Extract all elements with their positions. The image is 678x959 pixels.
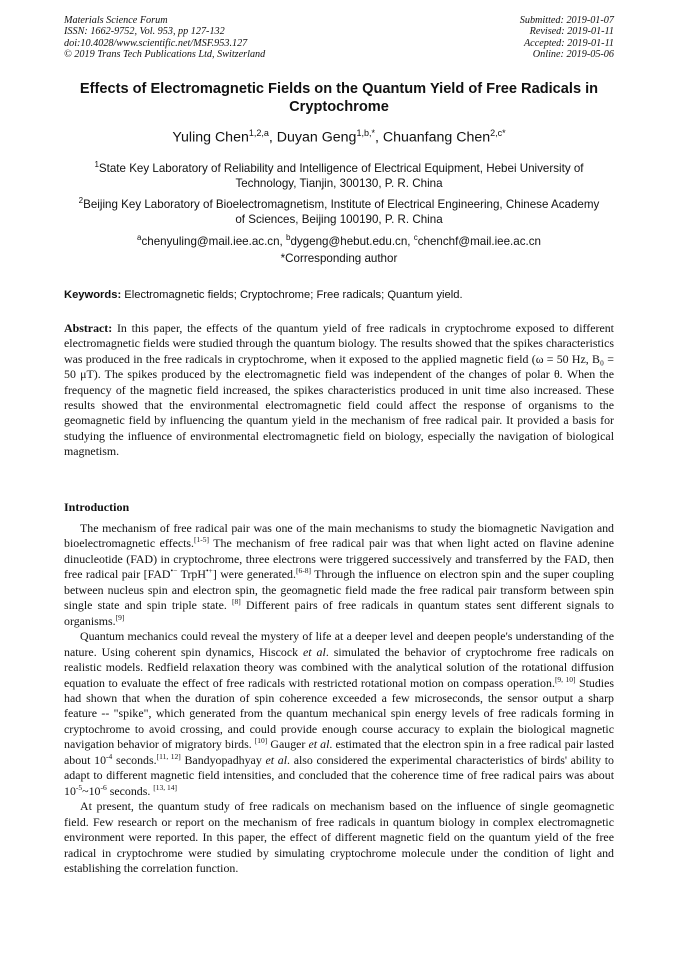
affiliation-2 bbox=[74, 193, 604, 228]
citation-superscript: [11, 12] bbox=[156, 751, 181, 761]
affiliation-marker: 2 bbox=[78, 196, 84, 205]
citation-superscript: -6 bbox=[100, 782, 107, 792]
citation-superscript: [9] bbox=[115, 612, 125, 622]
paragraph bbox=[64, 629, 614, 799]
citation-superscript: -4 bbox=[106, 751, 113, 761]
email-line bbox=[74, 230, 604, 249]
author-name: Duyan Geng bbox=[276, 129, 357, 146]
affiliation-text: Beijing Key Laboratory of Bioelectromagnetism, Institute of Electrical Engineering, Chinese Academy of Sciences, Beijing 100190, P. R. China bbox=[83, 197, 600, 227]
revised-date: Revised: 2019-01-11 bbox=[529, 26, 614, 38]
doi-line: doi:10.4028/www.scientific.net/MSF.953.127 bbox=[64, 37, 248, 49]
keywords-label: Keywords: bbox=[64, 289, 122, 301]
text-run: Different pairs of free radicals in quantum states sent different signals to organisms. bbox=[64, 598, 614, 628]
citation-superscript: •+ bbox=[205, 566, 213, 576]
text-run: The mechanism of free radical pair was that when light acted on flavine adenine dinucleotide (FAD) in cryptochrome, three electrons were triggered successively and transferred by the FAD, then free radical pair [FAD bbox=[64, 536, 614, 582]
text-run: Through the influence on electron spin and the super coupling between nucleus spin and electron spin, the geomagnetic field made the free radical pair transform between spin single state and spin triple state. bbox=[64, 567, 614, 613]
abstract bbox=[64, 321, 614, 460]
introduction-heading: Introduction bbox=[64, 500, 130, 514]
journal-name: Materials Science Forum bbox=[64, 15, 168, 26]
text-run: . estimated that the electron spin in a free radical pair lasted about 10 bbox=[64, 737, 614, 767]
text-run: At present, the quantum study of free radicals on mechanism based on the influence of single geomagnetic field. Few research or report on the mechanism of free radicals in quantum biology in complex electromagnetic environment were reported. In this paper, the effect of different magnetic field on the quantum yield of the free radical in cryptochrome were studied by simulating cryptochrome molecule under the condition of light and establishing the correlation function. bbox=[64, 799, 614, 875]
text-run: Bandyopadhyay bbox=[180, 752, 266, 767]
dates-info bbox=[520, 15, 614, 61]
text-run: . also considered the experimental characteristics of birds' ability to adapt to different magnetic field intensities, and concluded that the coherence time of free radical pairs was about 10 bbox=[64, 752, 615, 798]
italic-text: et al bbox=[303, 644, 326, 659]
text-run: seconds. bbox=[106, 783, 154, 798]
text-run: ] were generated. bbox=[212, 567, 296, 582]
keywords-text: Electromagnetic fields; Cryptochrome; Free radicals; Quantum yield. bbox=[121, 289, 463, 301]
copyright-line: © 2019 Trans Tech Publications Ltd, Switzerland bbox=[64, 49, 266, 61]
keywords bbox=[64, 288, 616, 302]
author-name: Yuling Chen bbox=[172, 129, 249, 146]
accepted-date: Accepted: 2019-01-11 bbox=[523, 37, 614, 49]
affiliation-1 bbox=[74, 157, 604, 192]
citation-superscript: [1-5] bbox=[194, 535, 210, 545]
email-address: chenchf@mail.iee.ac.cn bbox=[417, 234, 541, 248]
email-marker: c bbox=[413, 233, 418, 242]
text-run: seconds. bbox=[112, 752, 157, 767]
text-run: TrpH bbox=[177, 567, 206, 582]
text-run: Studies had shown that when the duration of spin coherence exceeded a few microseconds, the sensor output a sharp feature -- "spike", which generated from the quantum mechanical spin energy levels of free radicals forming in cryptochrome to avoid crossing, and could provide enough course accuracy to explain the biological magnetic navigation behavior of migratory birds. bbox=[64, 675, 614, 752]
italic-text: et al bbox=[308, 737, 330, 752]
citation-superscript: [10] bbox=[254, 736, 268, 746]
text-run: Quantum mechanics could reveal the mystery of life at a deeper level and deepen people's understanding of the nature. Using coherent spin dynamics, Hiscock bbox=[64, 629, 614, 659]
author-name: Chuanfang Chen bbox=[382, 129, 491, 146]
email-marker: a bbox=[137, 233, 142, 242]
abstract-text: In this paper, the effects of the quantum yield of free radicals in cryptochrome exposed to different electromagnetic fields were studied through the quantum biology. The results showed that the spikes characteristics was produced in the free radicals in cryptochrome, when it exposed to the applied magnetic field (ω = 50 Hz, B₀ = 50 μT). The spikes produced by the electromagnetic field was independent of the changes of polar θ. When the frequency of the magnetic field increased, the spikes characteristics produced in unit time also increased. These results showed that the environmental electromagnetic field could affect the response of organisms to the geomagnetic field by influencing the quantum yield in the mechanism of free radical pair. It provided a basis for studying the influence of environmental electromagnetic field on biology, especially the navigation of biological magnetism. bbox=[64, 321, 614, 459]
author-separator: , bbox=[374, 129, 383, 146]
email-marker: b bbox=[285, 233, 291, 242]
author-affiliation-marker: 2,c* bbox=[490, 128, 506, 138]
text-run: Gauger bbox=[267, 737, 309, 752]
author-affiliation-marker: 1,2,a bbox=[248, 128, 269, 138]
author-separator: , bbox=[268, 129, 277, 146]
affiliation-text: State Key Laboratory of Reliability and Intelligence of Electrical Equipment, Hebei University of Technology, Tianjin, 300130, P. R. China bbox=[98, 161, 584, 191]
corresponding-author-note: *Corresponding author bbox=[280, 252, 398, 265]
citation-superscript: [8] bbox=[232, 597, 241, 607]
affiliation-marker: 1 bbox=[94, 160, 99, 169]
author-list bbox=[64, 124, 614, 147]
paper-title: Effects of Electromagnetic Fields on the Quantum Yield of Free Radicals in Cryptochrome bbox=[79, 81, 599, 115]
email-address: chenyuling@mail.iee.ac.cn, bbox=[141, 234, 286, 248]
citation-superscript: -5 bbox=[75, 782, 83, 792]
abstract-label: Abstract: bbox=[64, 321, 113, 335]
citation-superscript: [13, 14] bbox=[153, 782, 178, 792]
submitted-date: Submitted: 2019-01-07 bbox=[519, 15, 614, 26]
paragraph bbox=[64, 799, 614, 876]
citation-superscript: [6-8] bbox=[295, 566, 311, 576]
text-run: . simulated the behavior of cryptochrome free radicals on realistic models. Redfield relaxation theory was combined with the analytical solution of the rotational diffusion equation to evaluate the effect of free radicals with restricted rotational motion on compass operation. bbox=[64, 644, 614, 690]
citation-superscript: •− bbox=[170, 566, 178, 576]
italic-text: et al bbox=[265, 752, 288, 767]
issn-line: ISSN: 1662-9752, Vol. 953, pp 127-132 bbox=[64, 26, 225, 38]
online-date: Online: 2019-05-06 bbox=[532, 49, 614, 61]
text-run: ~10 bbox=[82, 783, 101, 798]
paragraph bbox=[64, 521, 614, 629]
email-address: dygeng@hebut.edu.cn, bbox=[290, 234, 414, 248]
author-affiliation-marker: 1,b,* bbox=[356, 128, 375, 138]
citation-superscript: [9, 10] bbox=[554, 674, 576, 684]
journal-info bbox=[64, 15, 265, 61]
introduction-body bbox=[64, 521, 614, 876]
text-run: The mechanism of free radical pair was one of the main mechanisms to study the biomagnetic Navigation and bioelectromagnetic effects. bbox=[64, 521, 614, 551]
